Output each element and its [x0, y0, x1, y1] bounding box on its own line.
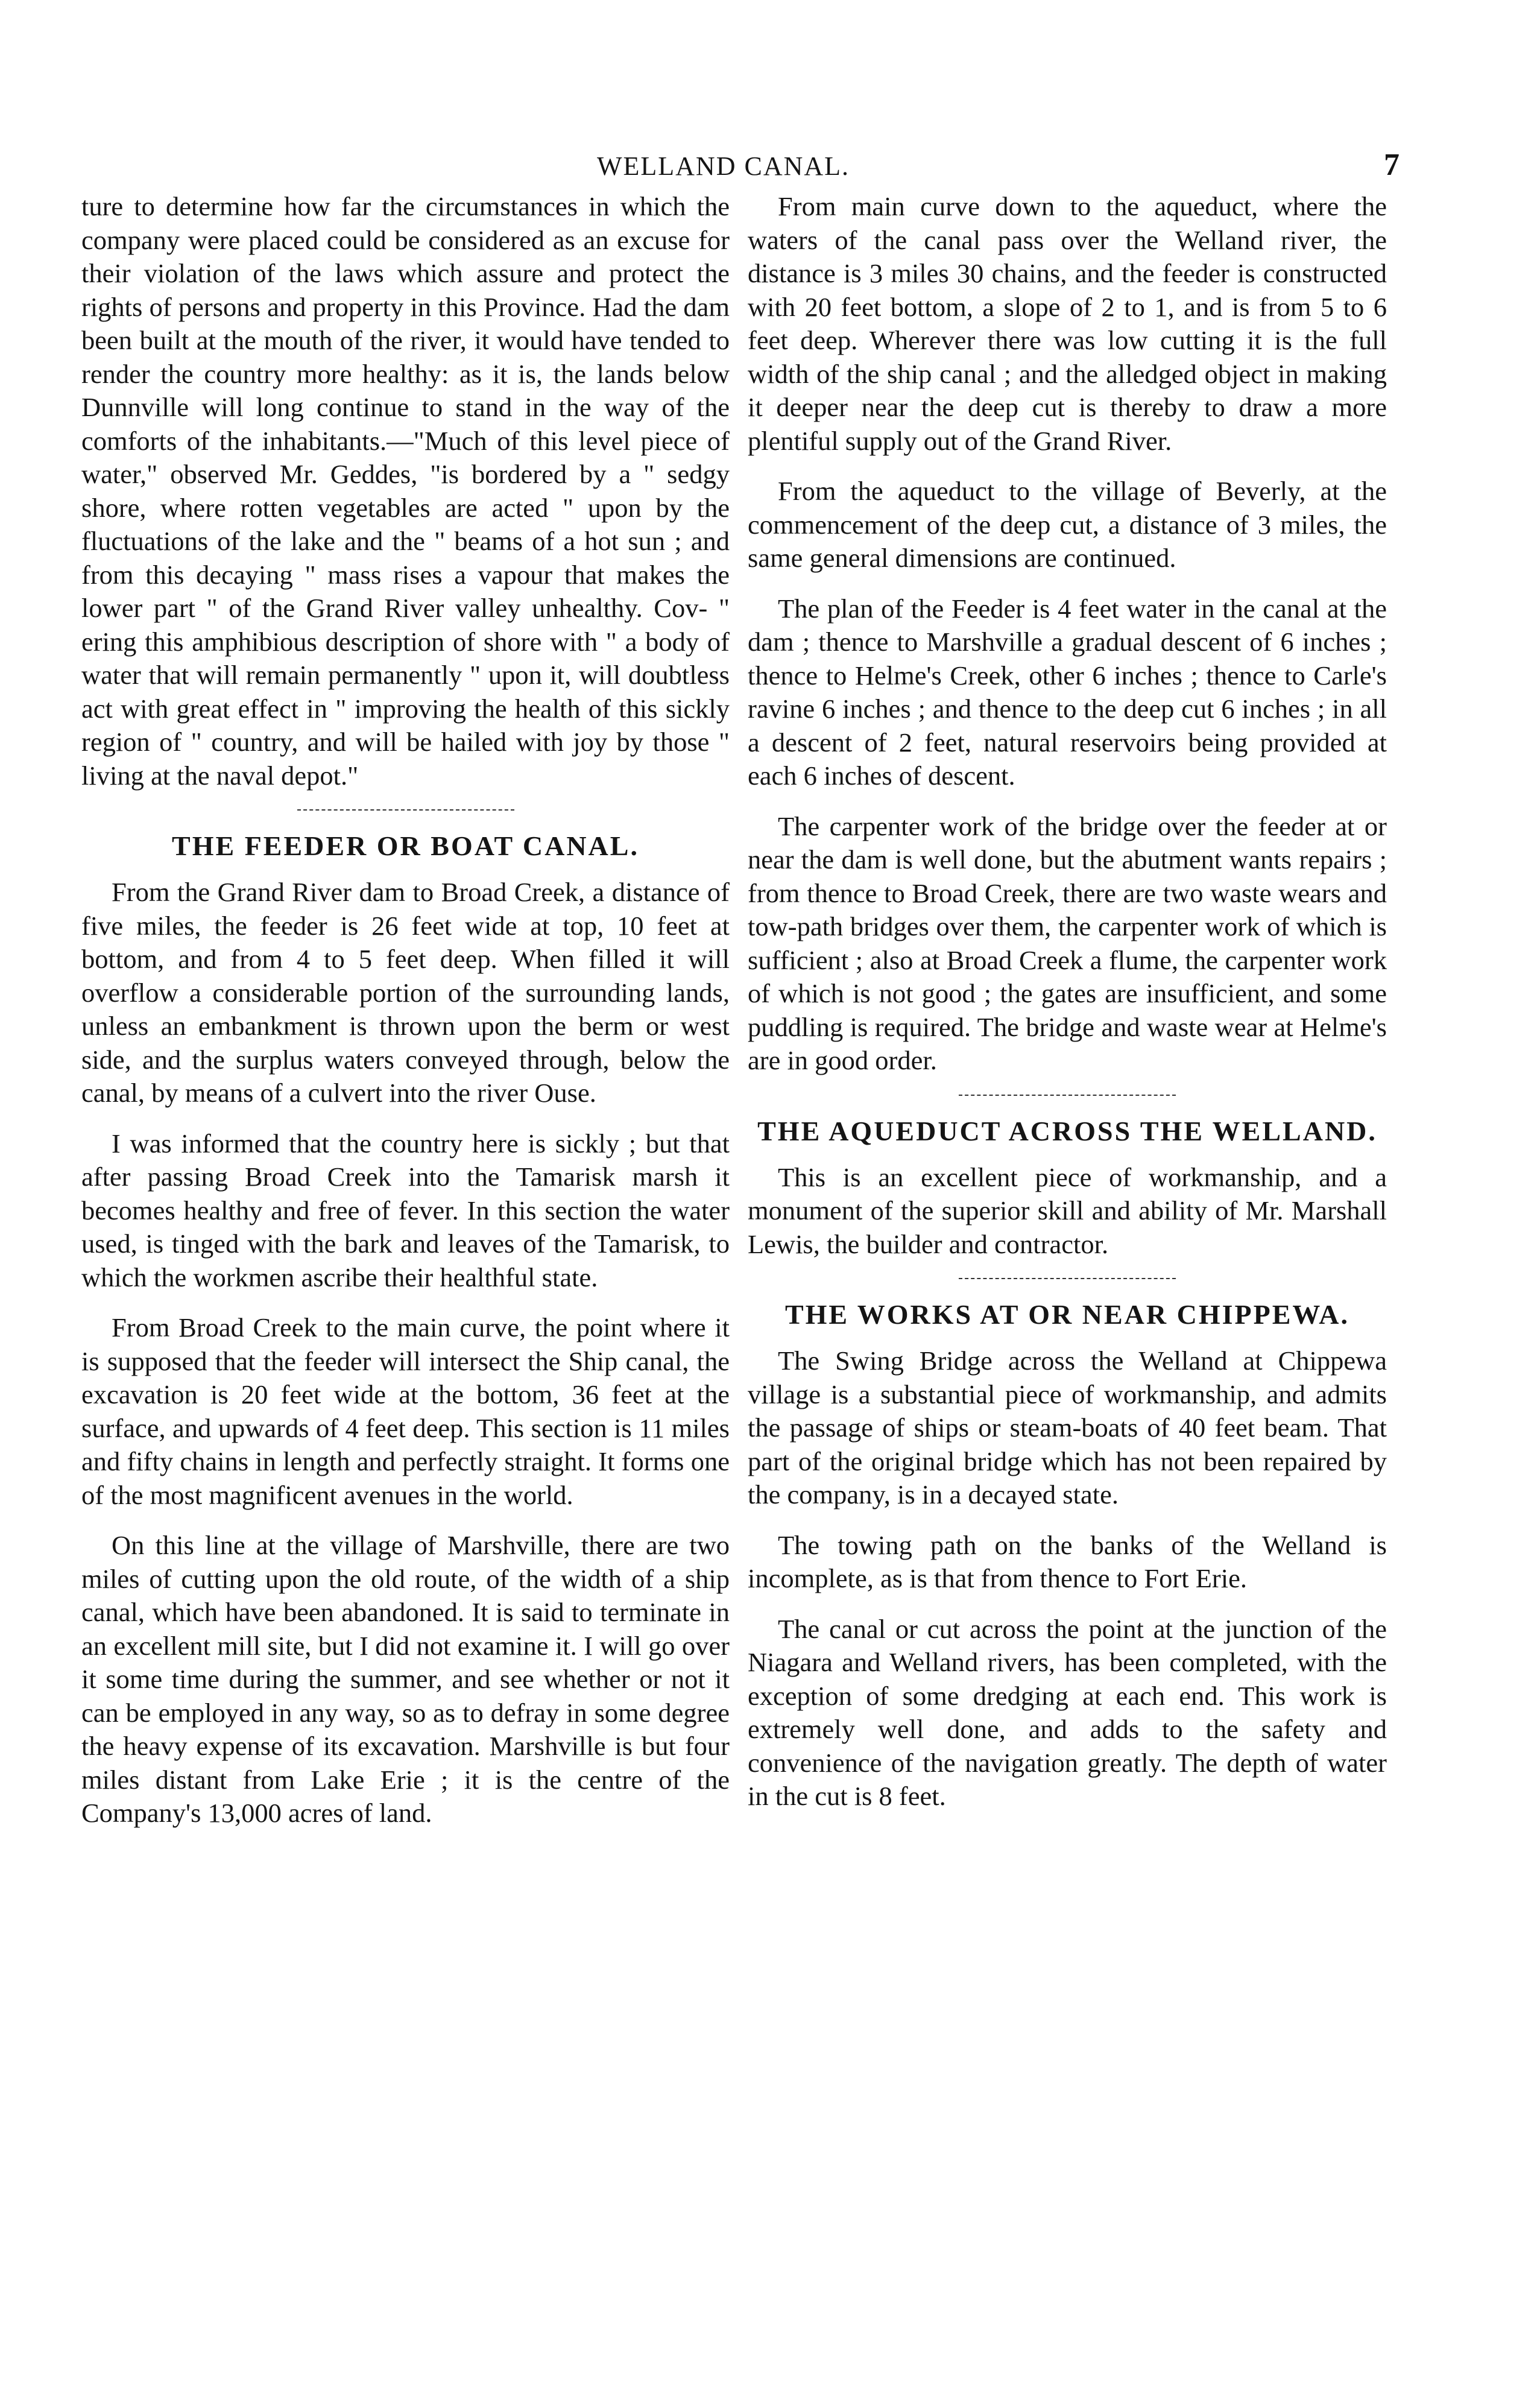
paragraph-feeder-health: I was informed that the country here is sickly ; but that after passing Broad Creek into the Tamarisk marsh it becomes healthy and free of fever. In this section the water used, is tinged with the bark and leaves of the Tamarisk, to which the workmen ascribe their healthful state.: [81, 1128, 730, 1292]
section-heading-feeder: THE FEEDER OR BOAT CANAL.: [172, 830, 639, 861]
paragraph-marshville: On this line at the village of Marshville, there are two miles of cutting upon the old route, of the width of a ship canal, which have been abandoned. It is said to terminate in an excellent mill site, but I did not examine it. I will go over it some time during the summer, and see whether or not it can be employed in any way, so as to defray in some degree the heavy expense of its excavation. Marshville is but four miles distant from Lake Erie ; it is the centre of the Company's 13,000 acres of land.: [81, 1530, 730, 1828]
paragraph-junction-cut: The canal or cut across the point at the junction of the Niagara and Welland rivers, has been completed, with the exception of some dredging at each end. This work is extremely well done, and adds to the safety and convenience of the navigation greatly. The depth of water in the cut is 8 feet.: [748, 1613, 1387, 1811]
paragraph-continued: ture to determine how far the circumstances in which the company were placed could be considered as an excuse for their violation of the laws which assure and protect the rights of persons and property in this Province. Had the dam been built at the mouth of the river, it would have tended to render the country more healthy: as it is, the lands below Dunnville will long continue to stand in the way of the comforts of the inhabitants.—"Much of this level piece of water," observed Mr. Geddes, "is bordered by a " sedgy shore, where rotten vegetables are acted " upon by the fluctuations of the lake and the " beams of a hot sun ; and from this decaying " mass rises a vapour that makes the lower part " of the Grand River valley unhealthy. Cov- " ering this amphibious description of shore with " a body of water that will remain permanently " upon it, will doubtless act with great effect in " improving the health of this sickly region of " country, and will be hailed with joy by those " living at the naval depot.": [81, 191, 730, 791]
section-heading-chippewa: THE WORKS AT OR NEAR CHIPPEWA.: [784, 1299, 1350, 1330]
section-divider: [297, 809, 514, 811]
paragraph-swing-bridge: The Swing Bridge across the Welland at Chippewa village is a substantial piece of workmanship, and admits the passage of ships or steam-boats of 40 feet beam. That part of the original bridge which has not been repaired by the company, is in a decayed state.: [748, 1345, 1387, 1510]
running-header: [0, 148, 1540, 193]
section-heading-aqueduct: THE AQUEDUCT ACROSS THE WELLAND.: [757, 1115, 1377, 1146]
paragraph-beverly: From the aqueduct to the village of Beverly, at the commencement of the deep cut, a distance of 3 miles, the same general dimensions are continued.: [748, 476, 1387, 573]
running-title: WELLAND CANAL.: [597, 151, 850, 181]
paragraph-carpenter-work: The carpenter work of the bridge over the feeder at or near the dam is well done, but the abutment wants repairs ; from thence to Broad Creek, there are two waste wears and tow-path bridges over them, the carpenter work of which is sufficient ; also at Broad Creek a flume, the carpenter work of which is not good ; the gates are insufficient, and some puddling is required. The bridge and waste wear at Helme's are in good order.: [748, 811, 1387, 1075]
paragraph-towing-path: The towing path on the banks of the Welland is incomplete, as is that from thence to Fort Erie.: [748, 1529, 1387, 1593]
left-column: [81, 190, 730, 1847]
section-divider: [959, 1095, 1176, 1096]
right-column: [748, 190, 1387, 1830]
paragraph-feeder-dimensions: From the Grand River dam to Broad Creek, a distance of five miles, the feeder is 26 feet wide at top, 10 feet at bottom, and from 4 to 5 feet deep. When filled it will overflow a considerable portion of the surrounding lands, unless an embankment is thrown upon the berm or west side, and the surplus waters conveyed through, below the canal, by means of a culvert into the river Ouse.: [81, 877, 730, 1108]
paragraph-aqueduct-distance: From main curve down to the aqueduct, where the waters of the canal pass over the Welland river, the distance is 3 miles 30 chains, and the feeder is constructed with 20 feet bottom, a slope of 2 to 1, and is from 5 to 6 feet deep. Wherever there was low cutting it is the full width of the ship canal ; and the alledged object in making it deeper near the deep cut is thereby to draw a more plentiful supply out of the Grand River.: [748, 191, 1387, 456]
paragraph-feeder-plan: The plan of the Feeder is 4 feet water in the canal at the dam ; thence to Marshville a gradual descent of 6 inches ; thence to Helme's Creek, other 6 inches ; thence to Carle's ravine 6 inches ; and thence to the deep cut 6 inches ; in all a descent of 2 feet, natural reservoirs being provided at each 6 inches of descent.: [748, 593, 1387, 791]
section-divider: [959, 1278, 1176, 1279]
paragraph-aqueduct-workmanship: This is an excellent piece of workmanship, and a monument of the superior skill and ability of Mr. Marshall Lewis, the builder and contractor.: [748, 1162, 1387, 1259]
paragraph-main-curve: From Broad Creek to the main curve, the point where it is supposed that the feeder will intersect the Ship canal, the excavation is 20 feet wide at the bottom, 36 feet at the surface, and upwards of 4 feet deep. This section is 11 miles and fifty chains in length and perfectly straight. It forms one of the most magnificent avenues in the world.: [81, 1312, 730, 1510]
page-number: 7: [1384, 148, 1400, 182]
